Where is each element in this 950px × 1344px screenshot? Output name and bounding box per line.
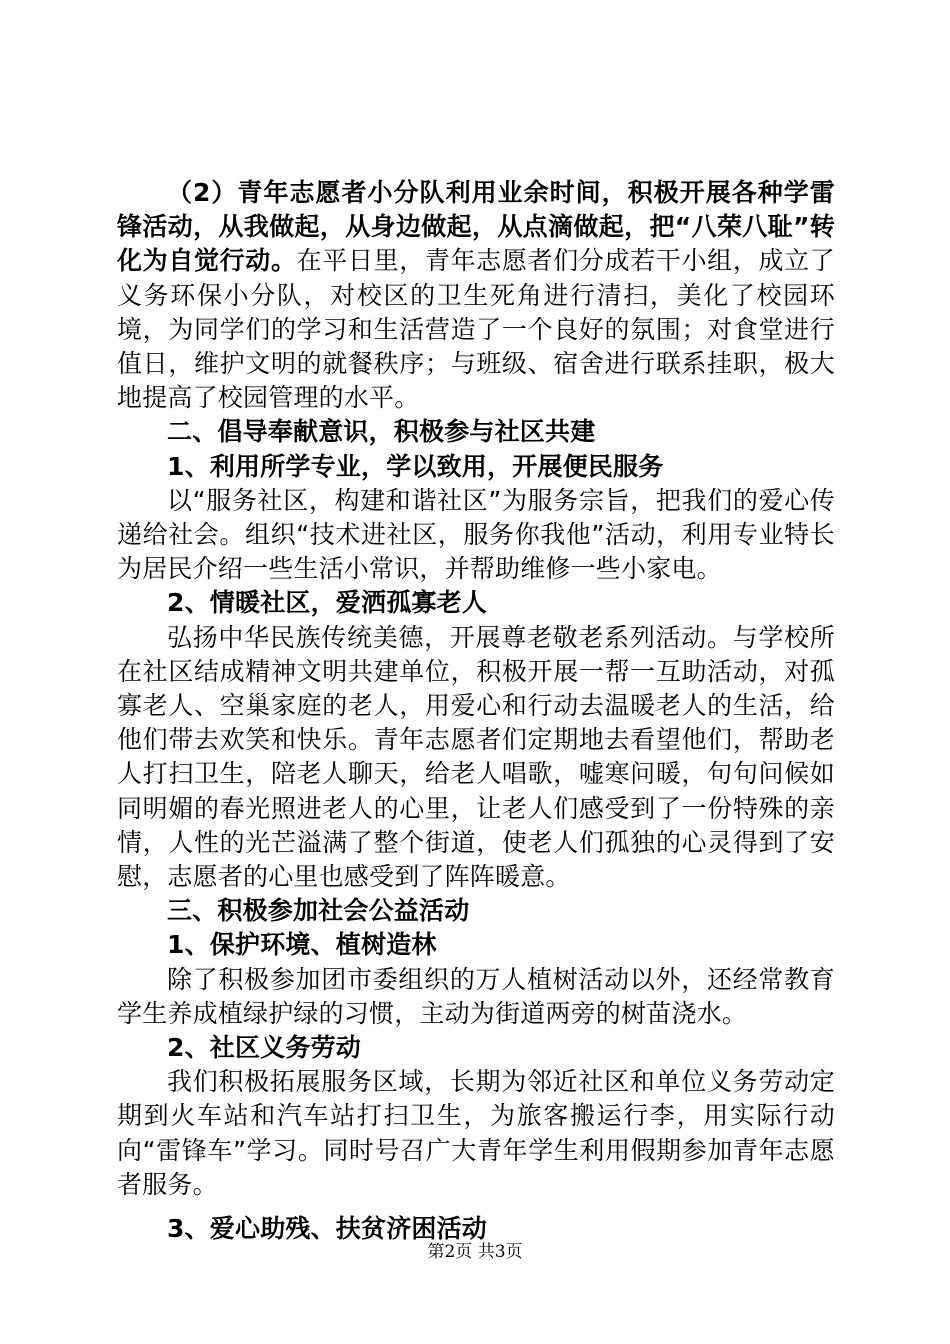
paragraph-lead-bold: （2）青年志愿者小分队利用业余时间，积极开展各种学雷锋活动，从我做起，从身边做起，从点滴做起，把“八荣八耻”转化为自觉行动。	[117, 178, 835, 276]
subheading-3-1: 1、保护环境、植树造林	[167, 930, 437, 960]
paragraph-planting: 除了积极参加团市委组织的万人植树活动以外，还经常教育学生养成植绿护绿的习惯，主动为街道两旁的树苗浇水。	[117, 964, 835, 1028]
paragraph-service: 以“服务社区，构建和谐社区”为服务宗旨，把我们的爱心传递给社会。组织“技术进社区，服务你我他”活动，利用专业特长为居民介绍一些生活小常识，并帮助维修一些小家电。	[117, 485, 835, 584]
subheading-3-2: 2、社区义务劳动	[167, 1033, 361, 1063]
subheading-2-1: 1、利用所学专业，学以致用，开展便民服务	[167, 451, 664, 481]
paragraph-volunteer-squad	[117, 176, 835, 415]
subheading-3-3: 3、爱心助残、扶贫济困活动	[167, 1214, 487, 1244]
document-body	[117, 176, 835, 1246]
section-heading-3: 三、积极参加社会公益活动	[167, 896, 470, 926]
paragraph-labor: 我们积极拓展服务区域，长期为邻近社区和单位义务劳动定期到火车站和汽车站打扫卫生，为旅客搬运行李，用实际行动向“雷锋车”学习。同时号召广大青年学生利用假期参加青年志愿者服务。	[117, 1067, 835, 1199]
paragraph-tail: 在平日里，青年志愿者们分成若干小组，成立了义务环保小分队，对校区的卫生死角进行清扫，美化了校园环境，为同学们的学习和生活营造了一个良好的氛围；对食堂进行值日，维护文明的就餐秩序；与班级、宿舍进行联系挂职，极大地提高了校园管理的水平。	[117, 246, 836, 413]
paragraph-elderly: 弘扬中华民族传统美德，开展尊老敬老系列活动。与学校所在社区结成精神文明共建单位，积极开展一帮一互助活动，对孤寡老人、空巢家庭的老人，用爱心和行动去温暖老人的生活，给他们带去欢笑和快乐。青年志愿者们定期地去看望他们，帮助老人打扫卫生，陪老人聊天，给老人唱歌，嘘寒问暖，句句问候如同明媚的春光照进老人的心里，让老人们感受到了一份特殊的亲情，人性的光芒溢满了整个街道，使老人们孤独的心灵得到了安慰，志愿者的心里也感受到了阵阵暖意。	[117, 622, 835, 892]
section-heading-2: 二、倡导奉献意识，积极参与社区共建	[167, 417, 596, 447]
subheading-2-2: 2、情暖社区，爱洒孤寡老人	[167, 588, 487, 618]
page-footer: 第2页 共3页	[427, 1242, 523, 1262]
